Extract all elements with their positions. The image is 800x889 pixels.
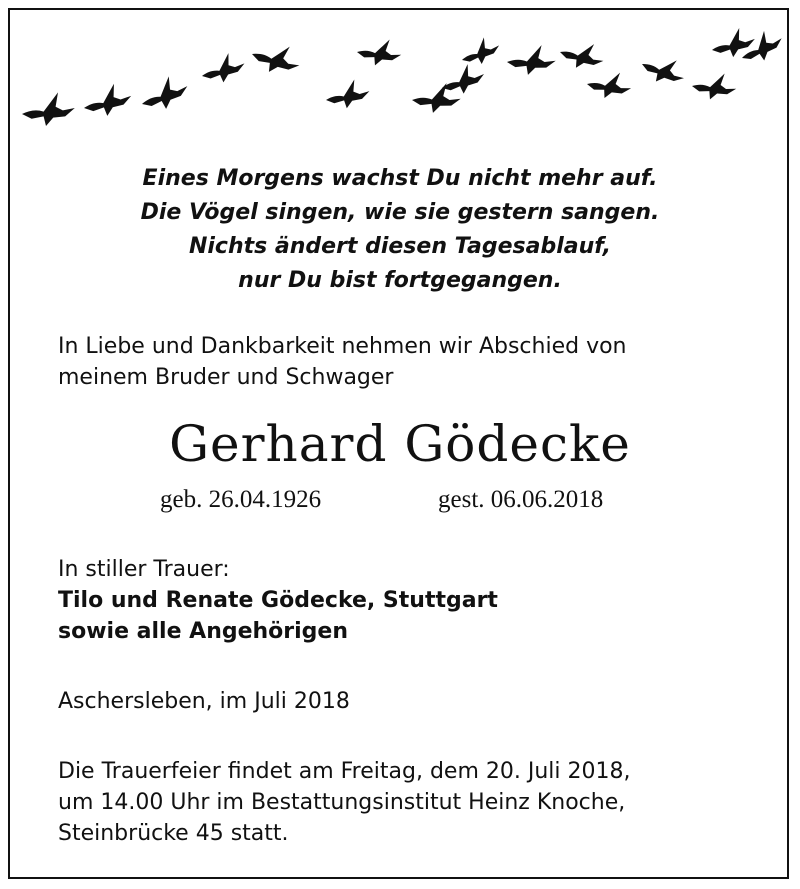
service-line: Steinbrücke 45 statt. — [58, 821, 289, 846]
mourner-line: sowie alle Angehörigen — [58, 619, 349, 644]
poem-line: Nichts ändert diesen Tagesablauf, — [188, 234, 612, 259]
mourner-line: Tilo und Renate Gödecke, Stuttgart — [58, 588, 498, 613]
poem — [0, 162, 800, 298]
poem-line: nur Du bist fortgegangen. — [238, 268, 562, 293]
mourners-heading: In stiller Trauer: — [58, 557, 230, 582]
intro-line: meinem Bruder und Schwager — [58, 365, 394, 390]
service-line: um 14.00 Uhr im Bestattungsinstitut Heinz Knoche, — [58, 790, 626, 815]
poem-line: Die Vögel singen, wie sie gestern sangen. — [140, 200, 660, 225]
birth-date: geb. 26.04.1926 — [160, 486, 322, 513]
poem-line: Eines Morgens wachst Du nicht mehr auf. — [142, 166, 658, 191]
flying-birds-icon — [12, 14, 788, 134]
deceased-name: Gerhard Gödecke — [169, 415, 631, 473]
place-date: Aschersleben, im Juli 2018 — [58, 689, 350, 714]
mourners — [58, 554, 498, 647]
funeral-service-info — [58, 756, 630, 849]
death-date: gest. 06.06.2018 — [438, 486, 604, 513]
intro-text — [58, 331, 627, 393]
service-line: Die Trauerfeier findet am Freitag, dem 20. Juli 2018, — [58, 759, 631, 784]
intro-line: In Liebe und Dankbarkeit nehmen wir Abschied von — [58, 334, 627, 359]
